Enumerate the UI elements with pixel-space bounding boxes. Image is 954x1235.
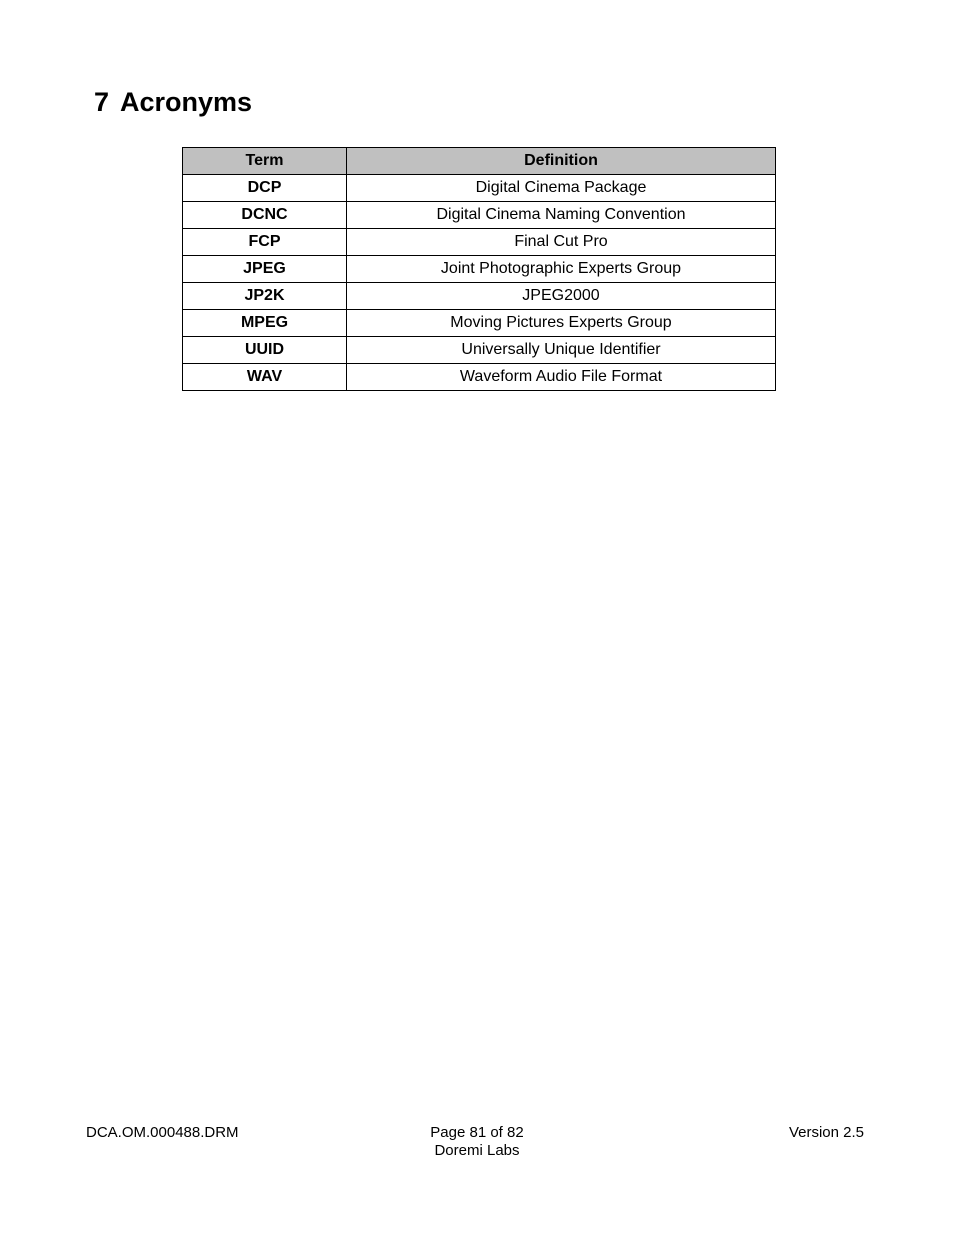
- table-header-row: [183, 148, 776, 175]
- definition-cell: Waveform Audio File Format: [347, 364, 776, 391]
- term-cell: FCP: [183, 229, 347, 256]
- definition-cell: Digital Cinema Naming Convention: [347, 202, 776, 229]
- table-row: [183, 202, 776, 229]
- definition-cell: Digital Cinema Package: [347, 175, 776, 202]
- footer-version: Version 2.5: [788, 1124, 864, 1141]
- definition-cell: Universally Unique Identifier: [347, 337, 776, 364]
- term-cell: MPEG: [183, 310, 347, 337]
- footer-center: [377, 1124, 577, 1160]
- section-heading: [94, 84, 252, 120]
- header-term: Term: [183, 148, 347, 175]
- table-row: [183, 256, 776, 283]
- definition-cell: JPEG2000: [347, 283, 776, 310]
- table-row: [183, 283, 776, 310]
- term-cell: UUID: [183, 337, 347, 364]
- footer-company: Doremi Labs: [434, 1142, 520, 1159]
- table-row: [183, 337, 776, 364]
- definition-cell: Joint Photographic Experts Group: [347, 256, 776, 283]
- term-cell: DCP: [183, 175, 347, 202]
- term-cell: JP2K: [183, 283, 347, 310]
- table-row: [183, 175, 776, 202]
- term-cell: DCNC: [183, 202, 347, 229]
- definition-cell: Moving Pictures Experts Group: [347, 310, 776, 337]
- section-title: Acronyms: [120, 87, 253, 117]
- header-definition: Definition: [347, 148, 776, 175]
- term-cell: WAV: [183, 364, 347, 391]
- acronyms-table: [182, 147, 776, 391]
- table-row: [183, 229, 776, 256]
- table-row: [183, 364, 776, 391]
- definition-cell: Final Cut Pro: [347, 229, 776, 256]
- footer-page-number: Page 81 of 82: [430, 1124, 524, 1141]
- footer-doc-id: DCA.OM.000488.DRM: [86, 1124, 239, 1141]
- term-cell: JPEG: [183, 256, 347, 283]
- table-row: [183, 310, 776, 337]
- section-number: 7: [94, 87, 110, 117]
